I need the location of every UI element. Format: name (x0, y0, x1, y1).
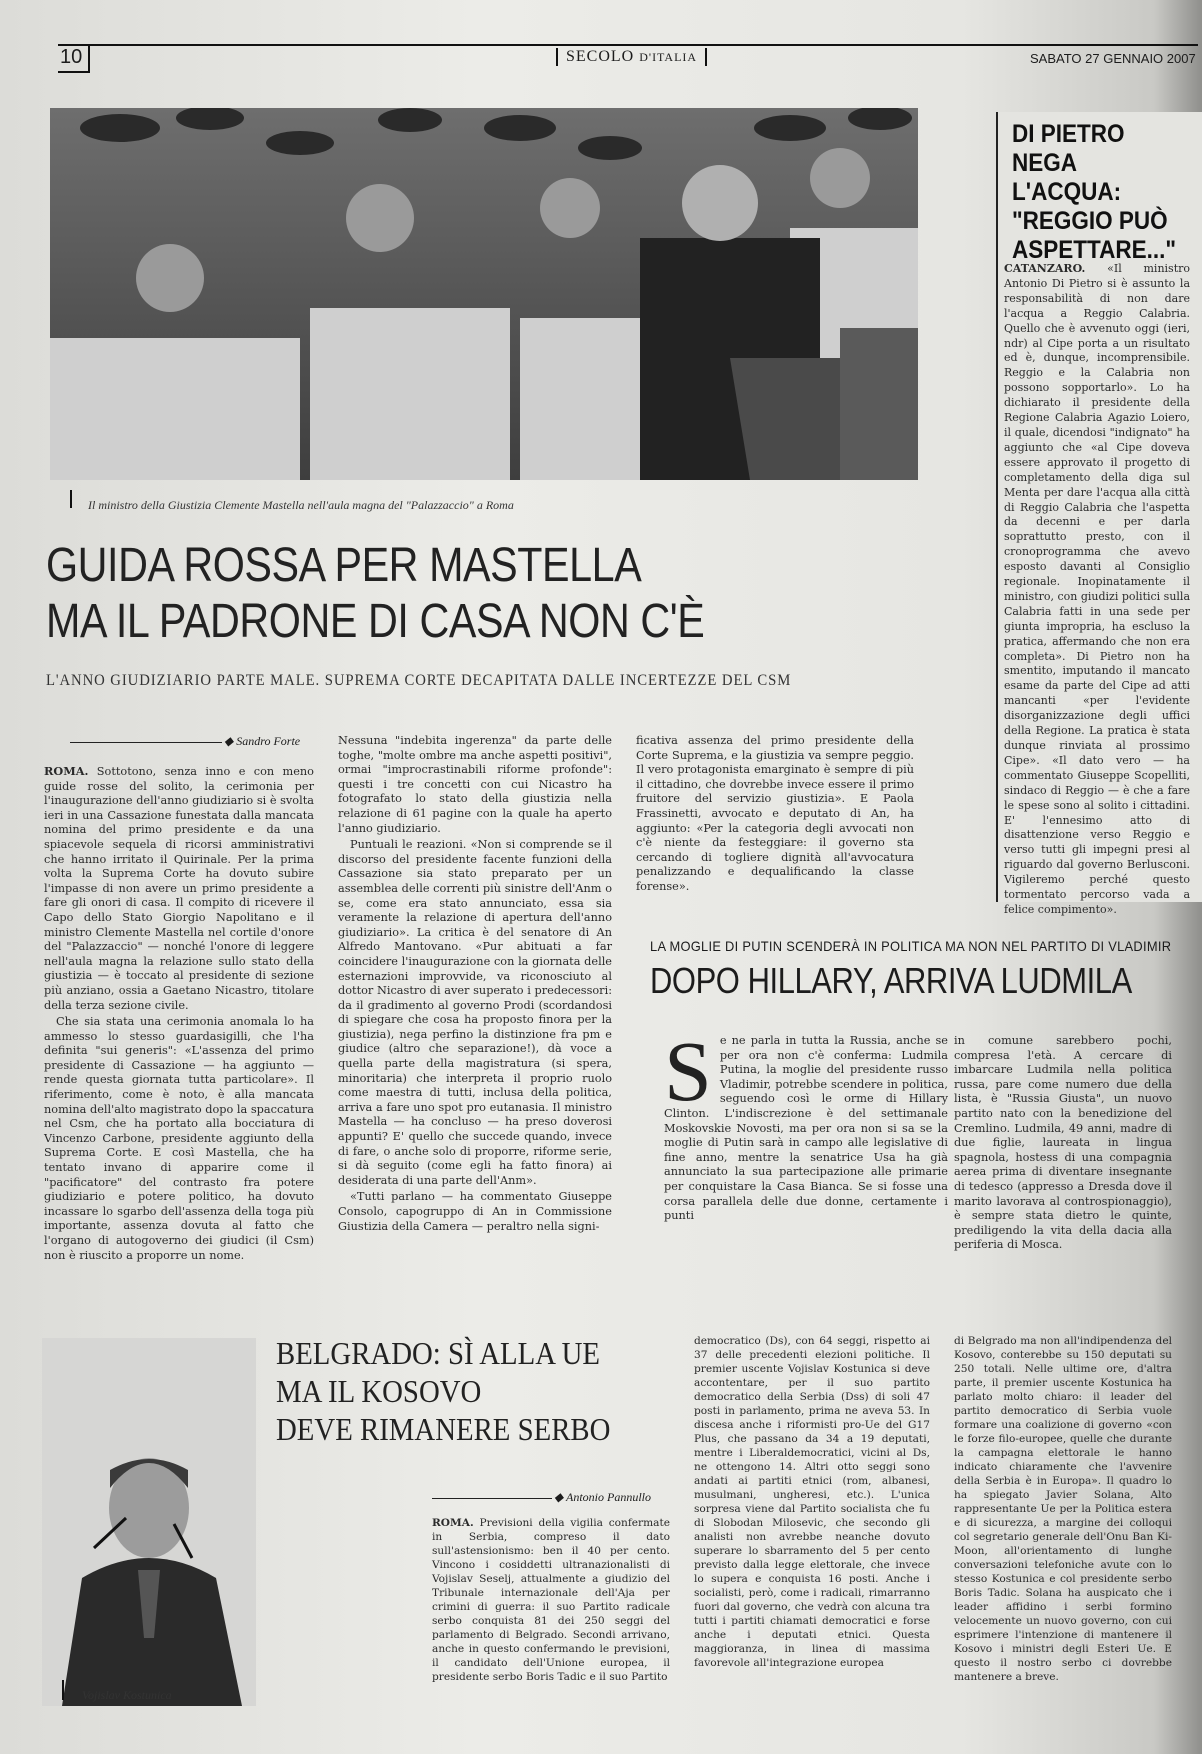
main-headline-line2: MA IL PADRONE DI CASA NON C'È (46, 595, 705, 648)
sidebar-body: «Il ministro Antonio Di Pietro si è assunto la responsabilità di non dare l'acqua a Reggio Calabria. Quello che è avvenuto oggi (ieri, ndr) al Cipe porta a un risultato ed è, dunque, incomprensibile. Reggio e la Calabria non possono sopportarlo». Lo ha dichiarato il presidente della Regione Calabria Agazio Loiero, il quale, dicendosi "indignato" ha aggiunto che «al Cipe doveva essere approvato il progetto di completamento della diga sul Menta per dare l'acqua alla città di Reggio Calabria che l'aspetta da decenni e per darla soprattutto presto, con il cronoprogramma che avevo esposto davanti al Consiglio regionale. Inopinatamente il ministro, con giudizi politici sulla Calabria fatti in una sede per giunta impropria, ha escluso la pratica, affermando che non era completa». Di Pietro non ha smentito, imputando il mancato esame da parte del Cipe ad atti mancanti «per l'evidente disorganizzazione degli uffici della Regione. La pratica è stata dunque rinviata al prossimo Cipe». «Il dato vero — ha commentato Giuseppe Scopelliti, sindaco di Reggio — è che a fare le spese sono al solito i cittadini. E' l'ennesimo atto di disattenzione verso Reggio e verso tutti gli impegni presi al riguardo dal governo Berlusconi. Vigileremo perché questo tormentato percorso vada a felice compimento». (1004, 262, 1191, 916)
main-headline-line1: GUIDA ROSSA PER MASTELLA (46, 539, 642, 592)
belgrado-headline-line1: BELGRADO: SÌ ALLA UE (276, 1335, 600, 1371)
belgrado-author: Antonio Pannullo (566, 1490, 652, 1504)
belgrado-col1-para (432, 1516, 670, 1684)
caption-marker (70, 490, 72, 508)
page-number: 10 (58, 46, 90, 73)
belgrado-col2-text: democratico (Ds), con 64 seggi, rispetto ai 37 delle precedenti elezioni politiche. Il premier uscente Vojislav Kostunica si deve accontentare, per il suo partito democratico della Serbia (Dss) di soli 47 posti in parlamento, prima ne aveva 53. In discesa anche i riformisti pro-Ue del G17 Plus, che passano da 34 a 19 deputati, mentre i Liberaldemocratici, vicini al Ds, ne ottengono 14. Altri otto seggi sono andati ai partiti etnici (rom, albanesi, musulmani, ungheresi, etc.). L'unica sorpresa viene dal Partito socialista che fu di Slobodan Milosevic, che secondo gli analisti non avrebbe neanche dovuto superare lo sbarramento del 5 per cento previsto dalla legge elettorale, che invece lo supera e conquista 16 posti. Anche i socialisti, però, come i radicali, rimarranno fuori dal governo, che vedrà con alcuna tra tutti i partiti chiamati democratici e forse anche i deputati etnici. Questa maggioranza, in linea di massima favorevole all'integrazione europea (694, 1335, 930, 1669)
belgrado-byline-rule (432, 1498, 552, 1499)
belgrado-byline: ◆ Antonio Pannullo (554, 1490, 652, 1504)
sidebar-headline: DI PIETRO NEGA L'ACQUA: "REGGIO PUÒ ASPETTARE..." (1012, 120, 1177, 264)
belgrado-dateline: ROMA. (432, 1517, 474, 1529)
main-dateline: ROMA. (44, 764, 89, 778)
paper-name (556, 48, 707, 66)
belgrado-photo (42, 1338, 256, 1706)
sidebar-dateline: CATANZARO. (1004, 262, 1086, 275)
belgrado-col3-text: di Belgrado ma non all'indipendenza del Kosovo, conterebbe su 150 deputati su 250 totali. Nelle ultime ore, d'altra parte, il premier uscente Kostunica ha parlato molto chiaro: il leader del partito democratico di Serbia vuole formare una coalizione di governo «con le forze filo-europee, quelle che durante la campagna elettorale le hanno indicato chiaramente che l'avvenire della Serbia è in Europa». Il quadro lo ha spiegato Javier Solana, Alto rappresentante Ue per la Politica estera e di sicurezza, a margine dei colloqui col segretario generale dell'Onu Ban Ki-Moon, all'orientamento di lunghe conversazioni telefoniche avute con lo stesso Kostunica e col presidente serbo Boris Tadic. Solana ha auspicato che i leader affidino i serbi formino velocemente un nuovo governo, con cui esprimere l'intenzione di mantenere il Kosovo i ministri degli Esteri Ue. E questo il nostro serbo ci dovrebbe mantenere a breve. (954, 1335, 1172, 1683)
main-author: Sandro Forte (236, 734, 301, 748)
belgrado-photo-caption: Vojislav Kostunica (82, 1688, 172, 1702)
main-col2-para1: Nessuna "indebita ingerenza" da parte delle toghe, "molte ombre ma anche aspetti positivi", ormai "improcrastinabili riforme profonde": questi i tre concetti con cui Nicastro ha fotografato lo stato della giustizia nella relazione di 61 pagine con la quale ha aperto l'anno giudiziario. (338, 734, 612, 835)
byline-rule (70, 742, 222, 743)
main-col1-text1: Sottotono, senza inno e con meno guide rosse del solito, la cerimonia per l'inaugurazione dell'anno giudiziario si è svolta ieri in una Cassazione funestata dalla mancata nomina del primo presidente e da una spiacevole sequela di ricorsi amministrativi che hanno irritato il Quirinale. Per la prima volta la Suprema Corte ha dovuto subire l'impasse di non avere un primo presidente a fare gli onori di casa. Il compito di ricevere il Capo dello Stato Giorgio Napolitano e il ministro Clemente Mastella nel cortile d'onore del "Palazzaccio" — nonché l'onore di leggere nell'aula magna la relazione sullo stato della giustizia — è toccato al presidente di sezione più anziano, ossia a Gaetano Nicastro, titolare della terza sezione civile. (44, 765, 314, 1012)
main-headline (46, 538, 704, 650)
putin-col2-text: in comune sarebbero pochi, compresa l'età. A cercare di imbarcare Ludmila nella politica russa, pare come numero due della lista, è "Russia Giusta", un nuovo partito nato con la benedizione del Cremlino. Ludmila, 49 anni, madre di due figlie, laureata in lingua spagnola, hostess di una compagnia aerea prima di diventare insegnante di tedesco (appresso a Dresda dove il marito lavorava al controspionaggio), è sempre stata dietro le quinte, prediligendo la vita della dacia alla periferia di Mosca. (954, 1034, 1172, 1252)
main-col2-para2: Puntuali le reazioni. «Non si comprende se il discorso del presidente facente funzioni della Cassazione sia stato preparato per un assemblea delle correnti più sinistre dell'Anm o se, come era stato annunciato, essa sia veramente la relazione di apertura dell'anno giudiziario». La critica è del senatore di An Alfredo Mantovano. «Pur abituati a far coincidere l'inaugurazione con la giornata delle esternazioni improvvide, va riconosciuto al dottor Nicastro di aver superato i predecessori: da il gradimento al governo Prodi (scordandosi di spiegare che cosa ha proposto finora per la giustizia), nega perfino la distinzione fra pm e giudice (altro che separazione!), dà voce a quella parte della magistratura (si spera, minoritaria) che interpreta il proprio ruolo come maestra di tutti, inclusa della politica, arriva a fare uno spot pro eutanasia. Il ministro Mastella — ha concluso — ha preso doverosi appunti? E' quello che succede quando, invece di fare, o anche solo di proporre, riforme serie, si dà seguito (come egli ha fatto finora) ai desiderata di una parte dell'Anm». (338, 838, 612, 1187)
putin-column-2 (954, 1034, 1172, 1255)
putin-dropcap: S (664, 1023, 712, 1119)
main-col2-para3: «Tutti parlano — ha commentato Giuseppe Consolo, capogruppo di An in Commissione Giustizia della Camera — peraltro nella signi- (338, 1190, 612, 1233)
header-rule (58, 44, 1198, 46)
main-col3-para1: ficativa assenza del primo presidente della Corte Suprema, e la giustizia va sempre peggio. Il vero protagonista emarginato è sempre di più il cittadino, che dovrebbe invece essere il primo fruitore del servizio giustizia». E Paola Frassinetti, avvocato e deputato di An, ha aggiunto: «Per la categoria degli avvocati non c'è niente da festeggiare: il governo sta cercando di togliere dignità all'avvocatura penalizzando e dequalificando la classe forense». (636, 734, 914, 893)
belgrado-headline-line2: MA IL KOSOVO (276, 1373, 482, 1409)
putin-kicker: LA MOGLIE DI PUTIN SCENDERÀ IN POLITICA MA NON NEL PARTITO DI VLADIMIR (650, 938, 1172, 954)
main-col1-para2: Che sia stata una cerimonia anomala lo ha ammesso lo stesso guardasigilli, che l'ha definita "sui generis": «L'assenza del primo presidente di Cassazione — ha aggiunto — rende questa giornata tutta particolare». Il riferimento, come è noto, è alla mancata nomina dell'alto magistrato dopo la spaccatura nel Csm, che ha portato alla bocciatura di Vincenzo Carbone, presidente aggiunto della Suprema Corte. E così Mastella, che ha tentato invano di apparire come il "pacificatore" del contrasto fra potere giudiziario e potere politico, ha dovuto incassare lo sgarbo dell'assenza della toga più importante, assenza dovuta al fatto che l'organo di autogoverno dei giudici (il Csm) non è riuscito a proporre un nome. (44, 1015, 314, 1262)
belgrado-column-2 (694, 1334, 930, 1672)
belgrado-column-1 (432, 1516, 670, 1686)
main-column-1 (44, 764, 314, 1265)
main-column-2 (338, 734, 612, 1236)
main-column-3 (636, 734, 914, 897)
belgrado-headline-line3: DEVE RIMANERE SERBO (276, 1411, 611, 1447)
main-subheadline: L'ANNO GIUDIZIARIO PARTE MALE. SUPREMA CORTE DECAPITATA DALLE INCERTEZZE DEL CSM (46, 672, 792, 689)
belgrado-col1-text: Previsioni della vigilia confermate in Serbia, compreso il dato sull'astensionismo: ben il 40 per cento. Vincono i cosiddetti ultranazionalisti di Vojislav Seselj, attualmente a giudizio del Tribunale internazionale dell'Aja per crimini di guerra: il suo Partito radicale serbo conquista 81 dei 250 seggi del parlamento di Belgrado. Secondi arrivano, anche in questo confermando le previsioni, il candidato dell'Unione europea, il presidente serbo Boris Tadic e il suo Partito (432, 1517, 671, 1683)
paper-name-main: SECOLO (566, 48, 635, 65)
belgrado-photo-art (42, 1338, 256, 1706)
paper-name-suffix: D'ITALIA (639, 50, 698, 64)
belgrado-column-3 (954, 1334, 1172, 1686)
main-col1-para1 (44, 764, 314, 1013)
issue-date: SABATO 27 GENNAIO 2007 (1030, 51, 1196, 66)
main-photo (50, 108, 918, 480)
main-photo-art (50, 108, 918, 480)
belgrado-headline (276, 1334, 610, 1448)
main-byline: ◆ Sandro Forte (224, 734, 301, 748)
sidebar-column (1004, 262, 1190, 920)
putin-col1-text: e ne parla in tutta la Russia, anche se per ora non c'è conferma: Ludmila Putina, la moglie del presidente russo Vladimir, potrebbe scendere in politica, seguendo così le orme di Hillary Clinton. L'indiscrezione è del settimanale Moskovskie Novosti, ma per ora non si sa se la moglie di Putin sarà in campo alle legislative di fine anno, mentre la senatrice Usa ha già annunciato la sua partecipazione alle primarie per conquistare la Casa Bianca. Se si fosse una corsa parallela delle due donne, certamente i punti (664, 1034, 948, 1223)
belgrado-caption-marker (62, 1680, 64, 1700)
putin-column-1 (664, 1023, 948, 1224)
sidebar-para (1004, 262, 1190, 918)
putin-headline: DOPO HILLARY, ARRIVA LUDMILA (650, 960, 1132, 1001)
main-photo-caption: Il ministro della Giustizia Clemente Mastella nell'aula magna del "Palazzaccio" a Roma (88, 498, 514, 512)
